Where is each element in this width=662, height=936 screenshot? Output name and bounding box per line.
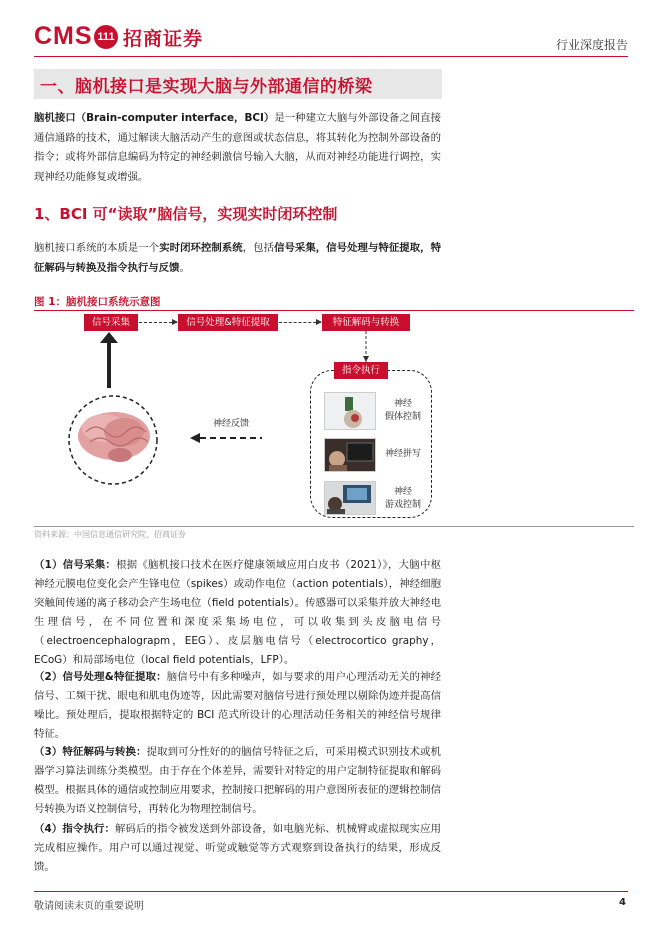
step-2-paragraph bbox=[34, 668, 441, 744]
arrowhead-1 bbox=[172, 319, 178, 325]
section-title: 一、脑机接口是实现大脑与外部通信的桥梁 bbox=[40, 77, 373, 97]
box-feature-decoding: 特征解码与转换 bbox=[322, 314, 410, 331]
step-2-title: （2）信号处理&特征提取： bbox=[34, 671, 167, 683]
subsection-bold-b: 实时闭环控制系统 bbox=[159, 242, 243, 254]
logo-cms-text: CMS bbox=[34, 22, 93, 50]
step-4-text: 解码后的指令被发送到外部设备，如电脑光标、机械臂或虚拟现实应用完成相应操作。用户可以通过视觉、听觉或触觉等方式观察到设备执行的结果，形成反馈。 bbox=[34, 823, 441, 873]
feedback-arrowhead bbox=[190, 433, 200, 443]
footer-disclaimer: 敬请阅读末页的重要说明 bbox=[34, 901, 144, 912]
figure-source: 资料来源：中国信息通信研究院、招商证券 bbox=[34, 530, 186, 539]
subsection-bold-d: 信号采集，信号处理与特征提取，特征解码与转换及指令执行与反馈 bbox=[34, 242, 442, 274]
intro-bold-term: 脑机接口（Brain-computer interface，BCI） bbox=[34, 112, 275, 124]
feedback-label: 神经反馈 bbox=[212, 419, 249, 429]
app-label-prosthesis: 神经 假体控制 bbox=[384, 399, 421, 422]
subsection-title: 1、BCI 可“读取”脑信号，实现实时闭环控制 bbox=[34, 205, 338, 223]
step-4-title: （4）指令执行： bbox=[34, 823, 115, 835]
neural-spelling-image bbox=[324, 438, 376, 472]
step-1-paragraph bbox=[34, 556, 441, 670]
subsection-text-a: 脑机接口系统的本质是一个 bbox=[34, 242, 160, 254]
game-control-image bbox=[324, 481, 376, 515]
figure-bottom-rule bbox=[34, 526, 634, 527]
logo-company-name: 招商证券 bbox=[123, 28, 204, 50]
step-3-text: 提取到可分性好的的脑信号特征之后，可采用模式识别技术或机器学习算法训练分类模型。由于存在个体差异，需要针对特定的用户定制特征提取和解码模型。根据具体的通信或控制应用要求，控制接口把解码的用户意图所表征的逻辑控制信号转换为语义控制信号，再转化为物理控制信号。 bbox=[34, 746, 441, 815]
brain-image bbox=[78, 412, 150, 462]
app-label-spelling: 神经拼写 bbox=[384, 449, 421, 459]
intro-text: 是一种建立大脑与外部设备之间直接通信通路的技术，通过解读大脑活动产生的意图或状态信息，将其转化为控制外部设备的指令；或将外部信息编码为特定的神经刺激信号输入大脑，从而对神经功能进行调控，实现神经功能修复或增强。 bbox=[34, 112, 441, 183]
step-3-title: （3）特征解码与转换： bbox=[34, 746, 147, 758]
step-1-title: （1）信号采集： bbox=[34, 559, 117, 571]
footer-divider bbox=[34, 891, 628, 892]
step-3-paragraph bbox=[34, 743, 441, 819]
page-number: 4 bbox=[619, 897, 626, 908]
logo-badge-icon: 111 bbox=[94, 25, 118, 49]
report-type-label: 行业深度报告 bbox=[555, 38, 628, 52]
step-2-text: 脑信号中有多种噪声，如与要求的用户心理活动无关的神经信号、工频干扰、眼电和肌电伪迹等，因此需要对脑信号进行预处理以剔除伪迹并提高信噪比。预处理后，提取根据特定的 BCI 范式所设计的心理活动任务相关的神经信号规律特征。 bbox=[34, 671, 441, 740]
step-1-text: 根据《脑机接口技术在医疗健康领域应用白皮书（2021）》，大脑中枢神经元膜电位变化会产生锋电位（spikes）或动作电位（action potentials），神经细胞突触间传递的离子移动会产生场电位（field potentials）。传感器可以采集并放大神经电生理信号，在不同位置和深度采集场电位，可以收集到头皮脑电信号（electroencephalograpm，EEG）、皮层脑电信号（electrocortico graphy，ECoG）和局部场电位（local field potentials，LFP）。 bbox=[34, 559, 441, 666]
box-signal-acquisition: 信号采集 bbox=[84, 314, 138, 331]
subsection-text-e: 。 bbox=[179, 261, 190, 274]
box-command-execution: 指令执行 bbox=[334, 362, 388, 379]
figure-title: 图 1：脑机接口系统示意图 bbox=[34, 296, 161, 308]
prosthesis-control-image bbox=[324, 392, 376, 430]
arrowhead-2 bbox=[316, 319, 322, 325]
subsection-text-c: ，包括 bbox=[242, 242, 275, 254]
box-signal-processing: 信号处理&特征提取 bbox=[178, 314, 278, 331]
step-4-paragraph bbox=[34, 820, 441, 877]
up-arrow-head bbox=[100, 332, 118, 343]
app-label-game: 神经 游戏控制 bbox=[384, 487, 421, 510]
